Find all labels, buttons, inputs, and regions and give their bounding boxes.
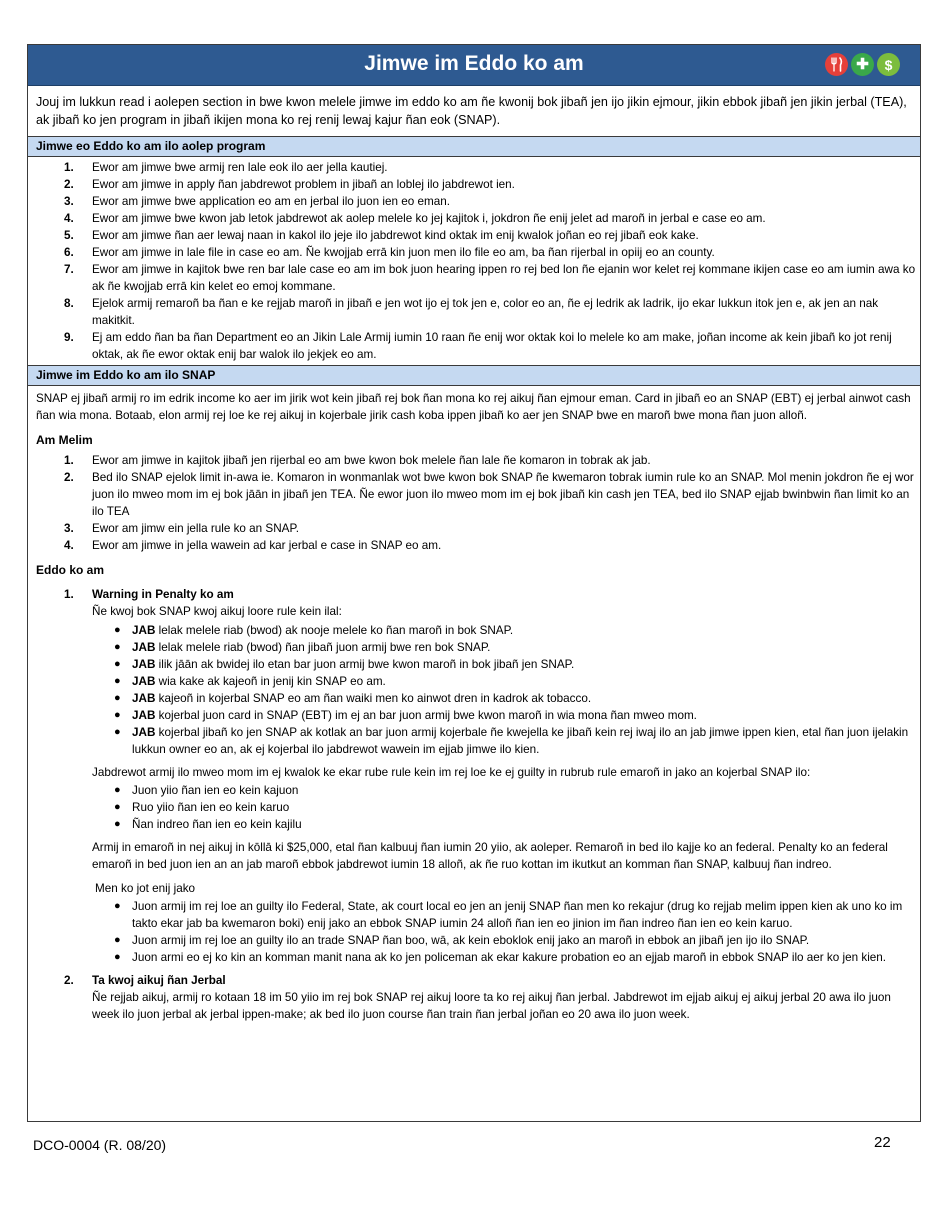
cannot-heading: Men ko jot enij jako bbox=[95, 882, 196, 895]
duties-list-continued bbox=[28, 972, 920, 1023]
section-heading-all-programs: Jimwe eo Eddo ko am ilo aolep program bbox=[28, 136, 920, 157]
page-frame bbox=[27, 44, 921, 1122]
list-item: 2. Ewor am jimwe in apply ñan jabdrewot problem in jibañ an loblej ilo jabdrewot ien. bbox=[64, 178, 515, 191]
page-title: Jimwe im Eddo ko am bbox=[364, 52, 584, 75]
list-item: ● Ruo yiio ñan ien eo kein karuo bbox=[114, 801, 290, 814]
list-item-warning: 1. Warning in Penalty ko am Ñe kwoj bok SNAP kwoj aikuj loore rule kein ilal: bbox=[28, 586, 920, 620]
list-item: ● Juon armij im rej loe an guilty ilo an trade SNAP ñan boo, wā, ak kein eboklok enij jako an maroñ in ebbok an jibañ jen ijo ilo SNAP. bbox=[114, 934, 810, 947]
rights-heading: Am Melim bbox=[36, 433, 93, 447]
list-item: 1. Ewor am jimwe in kajitok jibañ jen rijerbal eo am bwe kwon bok melele ñan lale ñe komaron in tobrak ak jab. bbox=[64, 454, 651, 467]
list-item: 3. Ewor am jimwe bwe application eo am en jerbal ilo juon ien eo eman. bbox=[64, 195, 450, 208]
warning-lead: Ñe kwoj bok SNAP kwoj aikuj loore rule kein ilal: bbox=[92, 605, 342, 618]
list-item: 1. Ewor am jimwe bwe armij ren lale eok ilo aer jella kautiej. bbox=[64, 161, 388, 174]
duties-heading: Eddo ko am bbox=[36, 563, 105, 577]
list-item: ● Ñan indreo ñan ien eo kein kajilu bbox=[114, 818, 302, 831]
list-item: 4. Ewor am jimwe bwe kwon jab letok jabdrewot ak aolep melele ko jej kajitok i, jokdron ñe enij jelet ad maroñ in jerbal e case eo am. bbox=[64, 212, 766, 225]
plus-icon: ✚ bbox=[851, 53, 874, 76]
list-item: 9. Ej am eddo ñan ba ñan Department eo an Jikin Lale Armij iumin 10 raan ñe enij wor oktak koi lo melele ko am make, joñan income ak kein jibañ ko jot renij oktak, ak ñe ewor oktak enij bar walok ilo jekjek eo am. bbox=[64, 331, 892, 361]
penalty-lead: Jabdrewot armij ilo mweo mom im ej kwalok ke ekar rube rule kein im rej loe ke ej guilty in rubrub rule emaroñ in jako an kojerbal SNAP ilo: bbox=[92, 766, 811, 779]
duties-list bbox=[28, 586, 920, 620]
rights-list bbox=[28, 452, 920, 554]
list-item: 6. Ewor am jimwe in lale file in case eo am. Ñe kwojjab errā kin juon men ilo file eo am, ba ñan rijerbal in opiij eo an county. bbox=[64, 246, 715, 259]
list-item: ● JAB kajeoñ in kojerbal SNAP eo am ñan waiki men ko ainwot dren in kadrok ak tobacco. bbox=[114, 692, 592, 705]
title-banner bbox=[28, 45, 920, 86]
list-item: 2. Bed ilo SNAP ejelok limit in-awa ie. Komaron in wonmanlak wot bwe kwon bok SNAP ñe kwemaron tobrak iumin rule ko an SNAP. Mol menin jokdron ñe ej wor juon ilo mweo mom im ej bok jāān in jibañ jen TEA. Ñe ewor juon ilo mweo mom im ej bok jibañ kin cash jen TEA, bed ilo SNAP ejjab bwinbwin ñan limit ko an ilo TEA bbox=[64, 471, 914, 518]
list-item: ● JAB lelak melele riab (bwod) ak nooje melele ko ñan maroñ in bok SNAP. bbox=[114, 624, 514, 637]
list-item: ● JAB ilik jāān ak bwidej ilo etan bar juon armij bwe kwon maroñ in bok jibañ jen SNAP. bbox=[114, 658, 575, 671]
form-code: DCO-0004 (R. 08/20) bbox=[33, 1137, 167, 1153]
federal-paragraph: Armij in emaroñ in nej aikuj in kōllā ki $25,000, etal ñan kalbuuj ñan iumin 20 yiio, ak aoleper. Remaroñ in bed ilo kajje ko an federal. Penalty ko an federal emaroñ in bed juon ien an an jab maroñ ebbok jabdrewot iumin 18 alloñ, ak ñe ruo kottan im ikutkut an komman ñan SNAP, kalbuuj ñan indreo. bbox=[92, 841, 888, 871]
program-icons bbox=[825, 53, 900, 76]
warning-title: Warning in Penalty ko am bbox=[92, 588, 234, 601]
list-item: ● Juon yiio ñan ien eo kein kajuon bbox=[114, 784, 299, 797]
list-item: 5. Ewor am jimwe ñan aer lewaj naan in kakol ilo jeje ilo jabdrewot kind oktak im enij kwalok joñan eo rej jibañ eok kake. bbox=[64, 229, 699, 242]
list-item: ● JAB kojerbal jibañ ko jen SNAP ak kotlak an bar juon armij kojerbale ñe kwejella ke jibañ kein rej iwaj ilo an jab jimwe ippen kien, etal ñan juon ijelakin lukkun owner eo an, ak ej kojerbal ilo jabdrewot wawein im ejjab jimwe ilo kien. bbox=[114, 726, 909, 756]
section-heading-snap: Jimwe im Eddo ko am ilo SNAP bbox=[28, 365, 920, 386]
snap-intro-paragraph: SNAP ej jibañ armij ro im edrik income ko aer im jirik wot kein jibañ rej bok ñan mona ko rej aikuj ñan ejmour eman. Card in jibañ eo an SNAP (EBT) ej jerbal ainwot cash ñan wia mona. Botaab, elon armij rej loe ke rej aikuj in kojerbale jirik cash koba ippen jibañ ko aer jen SNAP bwe en maroñ bwe mona ñan juon alloñ. bbox=[36, 392, 911, 422]
cannot-list bbox=[28, 898, 920, 966]
intro-paragraph: Jouj im lukkun read i aolepen section in bwe kwon melele jimwe im eddo ko am ñe kwonij bok jibañ jen ijo jikin ejmour, jikin ebbok jibañ jen jikin jerbal (TEA), ak jibañ ko jen program in jibañ ikijen mona ko rej renij lewaj kajur ñan eok (SNAP). bbox=[36, 95, 907, 127]
penalty-list bbox=[28, 782, 920, 833]
list-item: ● Juon armi eo ej ko kin an komman manit nana ak ko jen policeman ak ekar kakure probation eo an ejjab maroñ in ebbok SNAP ilo aer ko jen kien. bbox=[114, 951, 887, 964]
all-programs-list bbox=[28, 159, 920, 363]
list-item: 7. Ewor am jimwe in kajitok bwe ren bar lale case eo am im bok juon hearing ippen ro rej bed lon ñe ejanin wor kelet rej kommane ikijen case eo am iumin awa ko ak ñe kwojjab errā kin kelet eo emoj kommane. bbox=[64, 263, 916, 293]
list-item: 4. Ewor am jimwe in jella wawein ad kar jerbal e case in SNAP eo am. bbox=[64, 539, 442, 552]
jab-list bbox=[28, 622, 920, 758]
list-item: 3. Ewor am jimw ein jella rule ko an SNAP. bbox=[64, 522, 299, 535]
list-item: ● JAB lelak melele riab (bwod) ñan jibañ juon armij bwe ren bok SNAP. bbox=[114, 641, 491, 654]
fork-knife-icon bbox=[825, 53, 848, 76]
list-item: ● JAB kojerbal juon card in SNAP (EBT) im ej an bar juon armij bwe kwon maroñ in wia mona ñan mweo mom. bbox=[114, 709, 697, 722]
list-item: ● JAB wia kake ak kajeoñ in jenij kin SNAP eo am. bbox=[114, 675, 386, 688]
list-item-work: 2. Ta kwoj aikuj ñan Jerbal Ñe rejjab aikuj, armij ro kotaan 18 im 50 yiio im rej bok SNAP rej aikuj loore ta ko rej aikuj ñan jerbal. Jabdrewot im ejjab aikuj ej aikuj jerbal 20 awa ilo juon week ilo juon jerbal ak jerbal ippen-make; ak bed ilo juon course ñan train ñan jerbal joñan eo 20 awa ilo juon week. bbox=[28, 972, 920, 1023]
dollar-icon: $ bbox=[877, 53, 900, 76]
list-item: ● Juon armij im rej loe an guilty ilo Federal, State, ak court local eo jen an jenij SNAP ñan men ko rekajur (drug ko rejjab melim ippen kien ak uno ko im takto ekar jab ba kwemaron boki) enij jako an ebbok SNAP iumin 24 alloñ ñan ien eo jinion im ñan indreo ñan ien eo kein karuo. bbox=[114, 900, 903, 930]
work-title: Ta kwoj aikuj ñan Jerbal bbox=[92, 974, 226, 987]
work-paragraph: Ñe rejjab aikuj, armij ro kotaan 18 im 50 yiio im rej bok SNAP rej aikuj loore ta ko rej aikuj ñan jerbal. Jabdrewot im ejjab aikuj ej aikuj jerbal 20 awa ilo juon week ilo juon jerbal ak jerbal ippen-make; ak bed ilo juon course ñan train ñan jerbal joñan eo 20 awa ilo juon week. bbox=[92, 991, 891, 1021]
page-number: 22 bbox=[874, 1134, 891, 1151]
list-item: 8. Ejelok armij remaroñ ba ñan e ke rejjab maroñ in jibañ e jen wot ijo ej tok jen e, color eo an, ñe ej ledrik ak ladrik, ijo ekar lukkun itok jen e, ak jen an nak makitkit. bbox=[64, 297, 879, 327]
